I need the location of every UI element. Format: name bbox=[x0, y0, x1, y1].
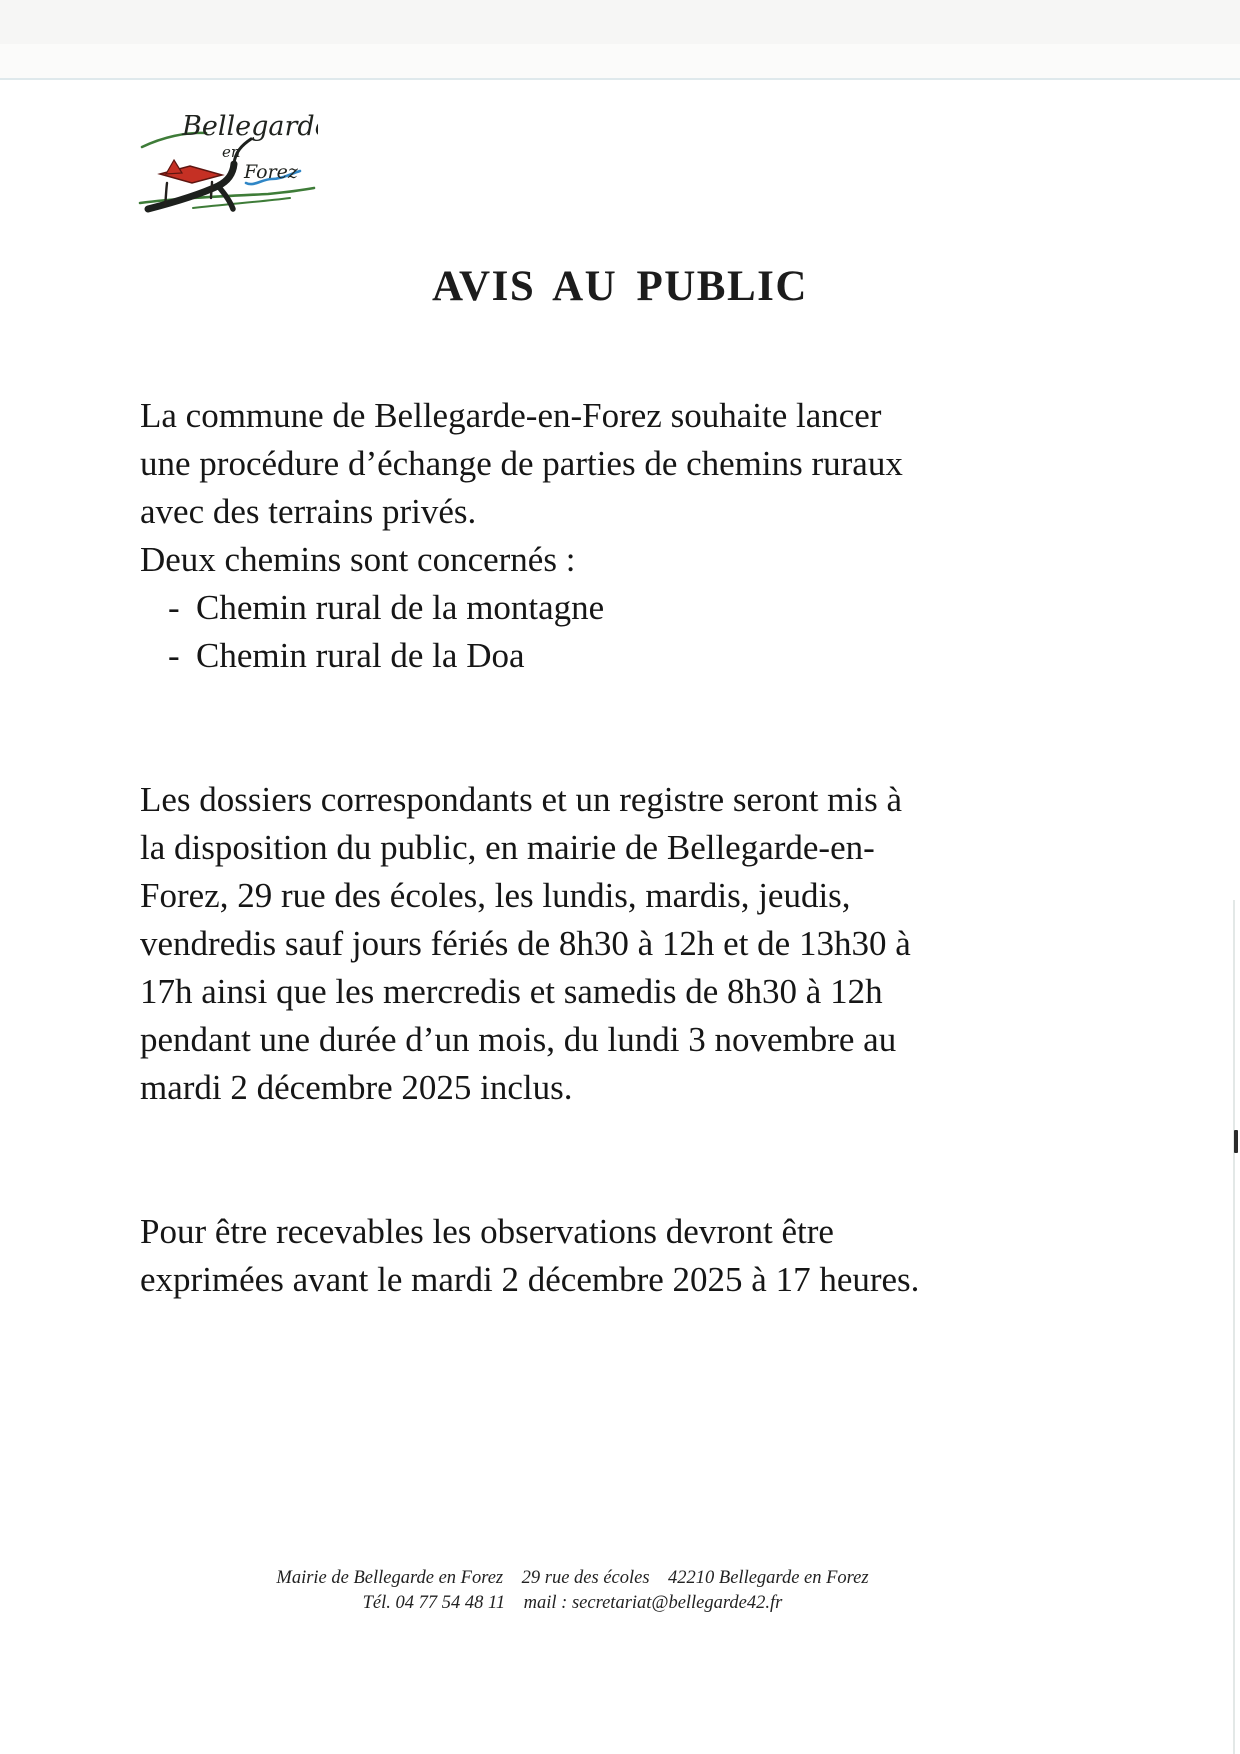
logo-text-en: en bbox=[222, 143, 241, 161]
logo-text-bellegarde: Bellegarde bbox=[182, 111, 318, 142]
commune-logo-drawing bbox=[138, 90, 318, 214]
notice-body bbox=[140, 392, 985, 1304]
scan-artifact-vertical-line bbox=[1233, 900, 1235, 1754]
text-line: exprimées avant le mardi 2 décembre 2025 à 17 heures. bbox=[140, 1260, 920, 1299]
paragraph-intro bbox=[140, 392, 985, 680]
list-item-chemin-doa bbox=[140, 632, 985, 680]
scan-artifact-horizontal-line bbox=[0, 78, 1240, 80]
text-line: Forez, 29 rue des écoles, les lundis, mardis, jeudis, bbox=[140, 876, 851, 915]
scan-artifact-band-light bbox=[0, 44, 1240, 78]
text-line: mardi 2 décembre 2025 inclus. bbox=[140, 1068, 573, 1107]
notice-title: AVIS AU PUBLIC bbox=[432, 263, 808, 310]
list-dash: - bbox=[168, 588, 180, 627]
footer-contact-line: Tél. 04 77 54 48 11 mail : secretariat@bellegarde42.fr bbox=[362, 1593, 783, 1613]
text-line: pendant une durée d’un mois, du lundi 3 novembre au bbox=[140, 1020, 897, 1059]
page-footer bbox=[0, 1566, 1145, 1616]
logo-house-gable bbox=[166, 160, 182, 174]
text-line: Pour être recevables les observations devront être bbox=[140, 1212, 834, 1251]
text-line: 17h ainsi que les mercredis et samedis de 8h30 à 12h bbox=[140, 972, 883, 1011]
list-item-chemin-montagne bbox=[140, 584, 985, 632]
text-line: avec des terrains privés. bbox=[140, 492, 477, 531]
logo-text-forez: Forez bbox=[244, 161, 298, 183]
scan-artifact-mark bbox=[1234, 1130, 1238, 1153]
text-line: Les dossiers correspondants et un registre seront mis à bbox=[140, 780, 903, 819]
commune-logo bbox=[138, 90, 318, 214]
list-item-label: Chemin rural de la montagne bbox=[196, 588, 605, 627]
text-line: La commune de Bellegarde-en-Forez souhaite lancer bbox=[140, 396, 882, 435]
text-line: Deux chemins sont concernés : bbox=[140, 540, 576, 579]
paragraph-observations bbox=[140, 1208, 985, 1304]
logo-field-stroke-2 bbox=[193, 198, 290, 208]
footer-address-line: Mairie de Bellegarde en Forez 29 rue des écoles 42210 Bellegarde en Forez bbox=[276, 1568, 869, 1588]
text-line: une procédure d’échange de parties de chemins ruraux bbox=[140, 444, 903, 483]
paragraph-consultation bbox=[140, 776, 985, 1112]
scan-artifact-band-top bbox=[0, 0, 1240, 44]
text-line: vendredis sauf jours fériés de 8h30 à 12h et de 13h30 à bbox=[140, 924, 911, 963]
list-dash: - bbox=[168, 636, 180, 675]
text-line: la disposition du public, en mairie de Bellegarde-en- bbox=[140, 828, 875, 867]
list-item-label: Chemin rural de la Doa bbox=[196, 636, 525, 675]
logo-house-post-right bbox=[211, 182, 212, 198]
